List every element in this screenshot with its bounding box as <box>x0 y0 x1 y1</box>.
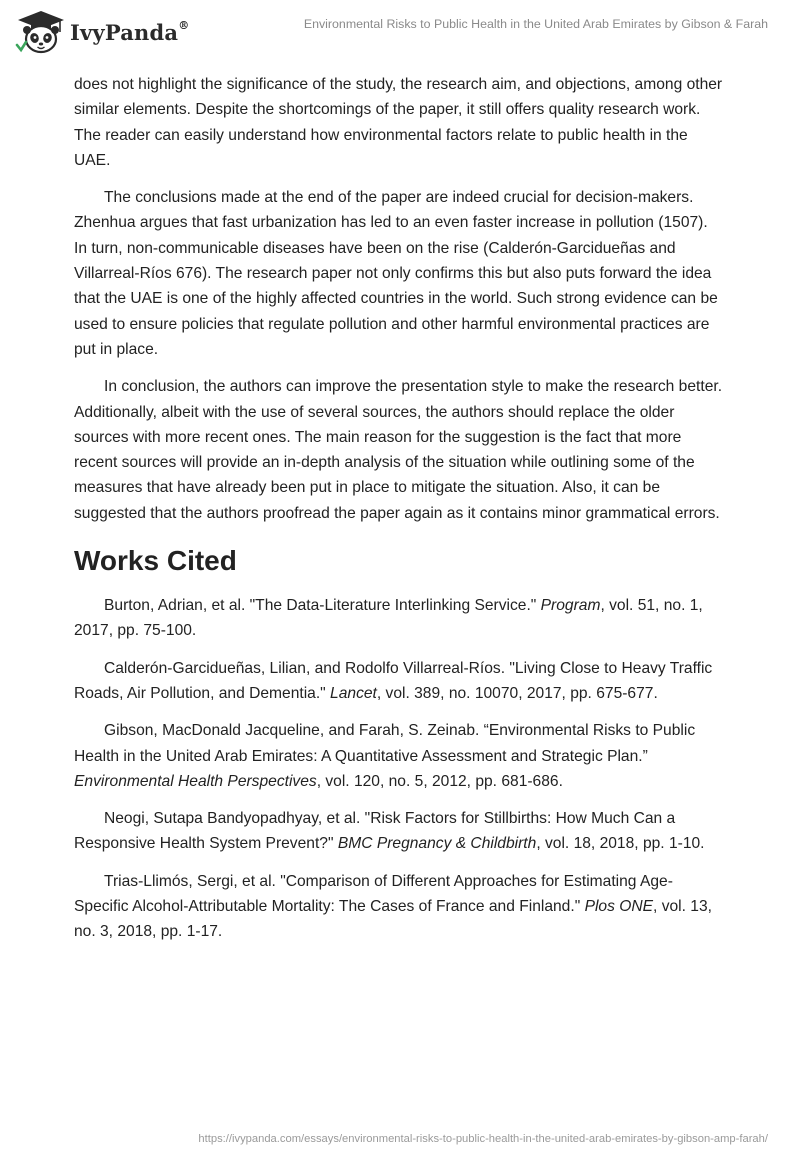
citation-entry: Neogi, Sutapa Bandyopadhyay, et al. "Risk Factors for Stillbirths: How Much Can a Responsive Health System Prevent?" BMC Pregnancy & Childbirth, vol. 18, 2018, pp. 1-10. <box>74 810 705 853</box>
citation-source: Lancet <box>330 684 377 702</box>
citation-source: BMC Pregnancy & Childbirth <box>337 835 537 853</box>
document-title: Environmental Risks to Public Health in the United Arab Emirates by Gibson & Farah <box>303 17 768 31</box>
ivypanda-logo[interactable] <box>14 10 189 54</box>
body-paragraph: The conclusions made at the end of the paper are indeed crucial for decision-makers. Zhenhua argues that fast urbanization has led to an even faster increase in pollution (1507). In turn, non-communicable diseases have been on the rise (Calderón-Garcidueñas and Villarreal-Ríos 676). The research paper not only confirms this but also puts forward the idea that the UAE is one of the highly affected countries in the world. Such strong evidence can be used to ensure policies that regulate pollution and other harmful environmental practices are put in place. <box>74 189 718 358</box>
citation-entry: Burton, Adrian, et al. "The Data-Literature Interlinking Service." Program, vol. 51, no. 1, 2017, pp. 75-100. <box>74 597 703 640</box>
registered-mark: ® <box>178 18 190 32</box>
source-url[interactable]: https://ivypanda.com/essays/environmental-risks-to-public-health-in-the-united-arab-emirates-by-gibson-amp-farah/ <box>198 1133 768 1145</box>
panda-graduate-icon <box>14 10 68 54</box>
citation-source: Environmental Health Perspectives <box>74 772 317 790</box>
brand-name: IvyPanda® <box>70 18 190 45</box>
essay-content <box>74 72 724 957</box>
works-cited-heading: Works Cited <box>74 545 237 577</box>
page-header <box>0 0 800 62</box>
body-paragraph: does not highlight the significance of the study, the research aim, and objections, among other similar elements. Despite the shortcomings of the paper, it still offers quality research work. The reader can easily understand how environmental factors relate to public health in the UAE. <box>74 76 723 169</box>
citation-entry: Gibson, MacDonald Jacqueline, and Farah, S. Zeinab. “Environmental Risks to Public Health in the United Arab Emirates: A Quantitative Assessment and Strategic Plan.” Environmental Health Perspectives, vol. 120, no. 5, 2012, pp. 681-686. <box>74 722 696 790</box>
body-paragraph: In conclusion, the authors can improve the presentation style to make the research better. Additionally, albeit with the use of several sources, the authors should replace the older sources with more recent ones. The main reason for the suggestion is the fact that more recent sources will provide an in-depth analysis of the situation while outlining some of the measures that have already been put in place to mitigate the situation. Also, it can be suggested that the authors proofread the paper again as it contains minor grammatical errors. <box>74 378 723 522</box>
citation-source: Program <box>540 597 601 615</box>
citation-source: Plos ONE <box>584 898 654 916</box>
citation-entry: Calderón-Garcidueñas, Lilian, and Rodolfo Villarreal-Ríos. "Living Close to Heavy Traffic Roads, Air Pollution, and Dementia." Lancet, vol. 389, no. 10070, 2017, pp. 675-677. <box>74 659 713 702</box>
citation-entry: Trias-Llimós, Sergi, et al. "Comparison of Different Approaches for Estimating Age-Specific Alcohol-Attributable Mortality: The Cases of France and Finland." Plos ONE, vol. 13, no. 3, 2018, pp. 1-17. <box>74 872 712 941</box>
